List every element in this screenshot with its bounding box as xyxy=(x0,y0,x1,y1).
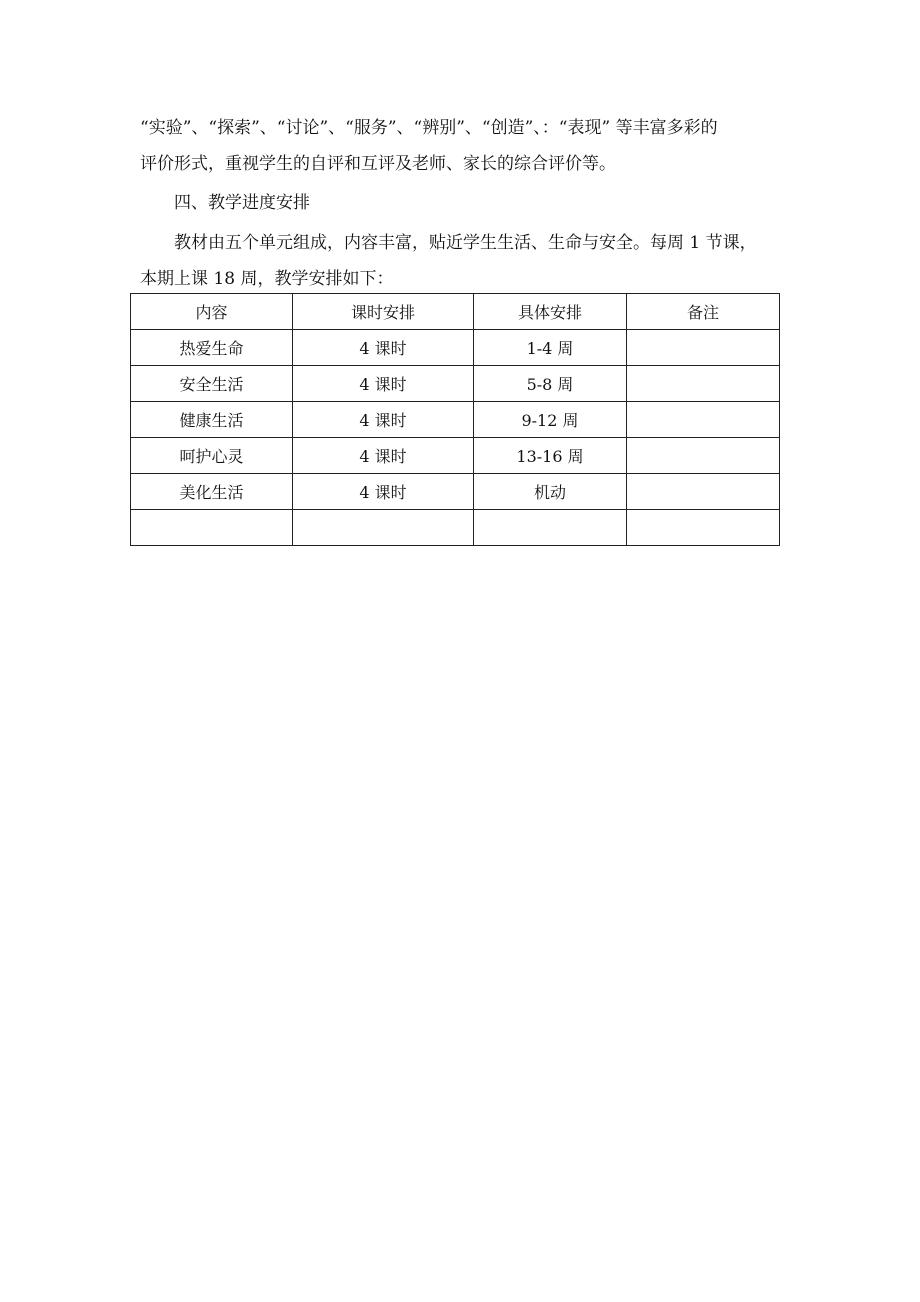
table-cell: 4 课时 xyxy=(293,438,474,474)
table-cell: 热爱生命 xyxy=(131,330,293,366)
paragraph-line: 教材由五个单元组成，内容丰富，贴近学生生活、生命与安全。每周 1 节课， xyxy=(174,233,757,253)
table-cell xyxy=(627,366,780,402)
table-row xyxy=(131,510,780,546)
table-cell: 13-16 周 xyxy=(474,438,627,474)
table-cell: 4 课时 xyxy=(293,330,474,366)
paragraph-line: 本期上课 18 周，教学安排如下： xyxy=(140,269,394,289)
paragraph-line: “实验”、“探索”、“讨论”、“服务”、“辨别”、“创造”、：“表现” 等丰富多彩的 xyxy=(140,118,718,138)
header-cell: 课时安排 xyxy=(293,294,474,330)
table-row xyxy=(131,402,780,438)
table-cell xyxy=(627,510,780,546)
table-cell: 5-8 周 xyxy=(474,366,627,402)
table-cell xyxy=(627,474,780,510)
table-row xyxy=(131,330,780,366)
header-cell: 备注 xyxy=(627,294,780,330)
header-cell: 内容 xyxy=(131,294,293,330)
table-cell xyxy=(627,438,780,474)
table-cell: 4 课时 xyxy=(293,366,474,402)
table-cell: 1-4 周 xyxy=(474,330,627,366)
table-cell xyxy=(627,330,780,366)
table-cell: 9-12 周 xyxy=(474,402,627,438)
table-header-row xyxy=(131,294,780,330)
table-cell: 美化生活 xyxy=(131,474,293,510)
table-cell xyxy=(474,510,627,546)
table-cell: 安全生活 xyxy=(131,366,293,402)
paragraph-line: 评价形式，重视学生的自评和互评及老师、家长的综合评价等。 xyxy=(140,154,616,174)
table-cell: 呵护心灵 xyxy=(131,438,293,474)
header-cell: 具体安排 xyxy=(474,294,627,330)
table-cell xyxy=(131,510,293,546)
table-row xyxy=(131,438,780,474)
table-cell xyxy=(293,510,474,546)
table-cell: 健康生活 xyxy=(131,402,293,438)
schedule-table xyxy=(130,293,780,546)
table-cell: 4 课时 xyxy=(293,474,474,510)
table-cell xyxy=(627,402,780,438)
section-heading: 四、教学进度安排 xyxy=(174,193,310,213)
table-row xyxy=(131,474,780,510)
table-row xyxy=(131,366,780,402)
table-cell: 4 课时 xyxy=(293,402,474,438)
table-cell: 机动 xyxy=(474,474,627,510)
